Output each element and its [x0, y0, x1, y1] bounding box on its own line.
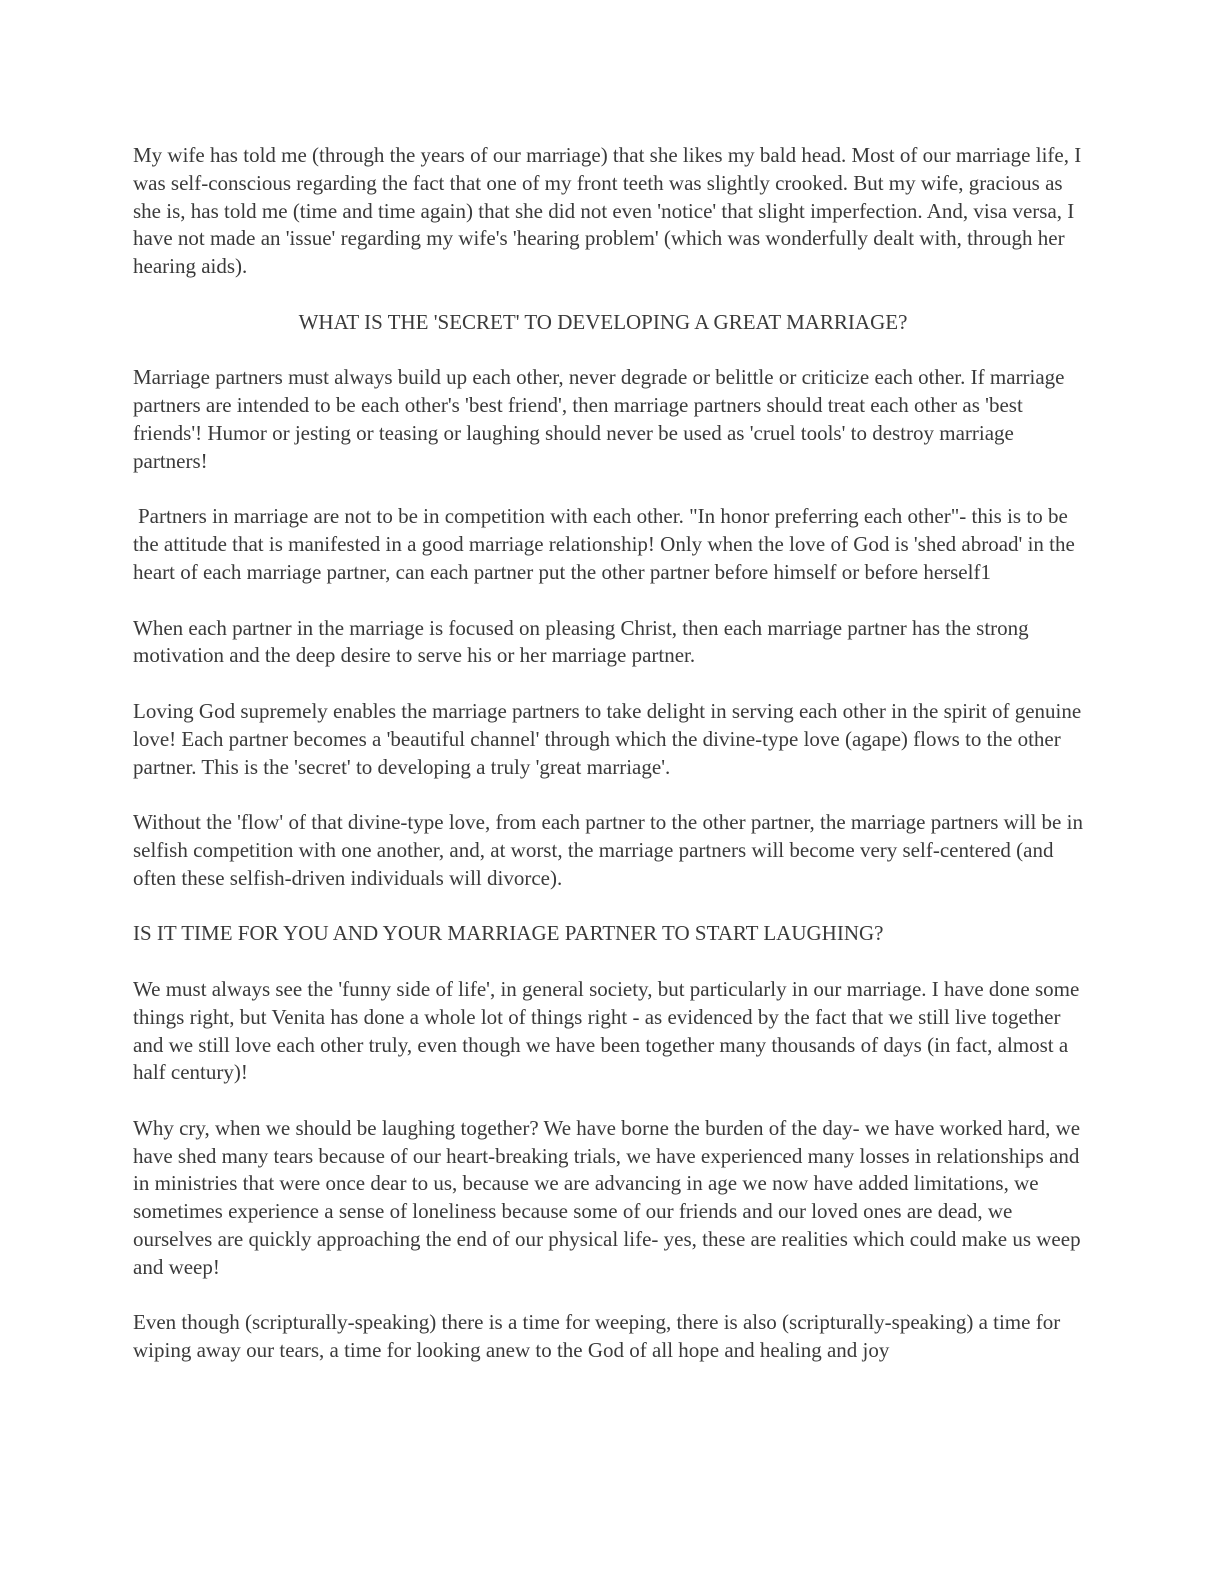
paragraph-pleasing-christ: When each partner in the marriage is focused on pleasing Christ, then each marriage partner has the strong motivation and the deep desire to serve his or her marriage partner.: [133, 615, 1029, 668]
paragraph-build-up: Marriage partners must always build up each other, never degrade or belittle or criticize each other. If marriage partners are intended to be each other's 'best friend', then marriage partners should treat each other as 'best friends'! Humor or jesting or teasing or laughing should never be used as 'cruel tools' to destroy marriage partners!: [133, 365, 1065, 473]
heading-secret-great-marriage: WHAT IS THE 'SECRET' TO DEVELOPING A GREAT MARRIAGE?: [298, 309, 908, 334]
document-page: [133, 142, 1093, 1393]
paragraph-loving-god: Loving God supremely enables the marriage partners to take delight in serving each other in the spirit of genuine love! Each partner becomes a 'beautiful channel' through which the divine-type love (agape) flows to the other partner. This is the 'secret' to developing a truly 'great marriage'.: [133, 698, 1082, 779]
paragraph-competition: Partners in marriage are not to be in competition with each other. "In honor preferring each other"- this is to be the attitude that is manifested in a good marriage relationship! Only when the love of God is 'shed abroad' in the heart of each marriage partner, can each partner put the other partner before himself or before herself1: [133, 504, 1075, 584]
paragraph-time-for-weeping: Even though (scripturally-speaking) there is a time for weeping, there is also (scripturally-speaking) a time for wiping away our tears, a time for looking anew to the God of all hope and healing and joy: [133, 1310, 1061, 1363]
paragraph-why-cry: Why cry, when we should be laughing together? We have borne the burden of the day- we have worked hard, we have shed many tears because of our heart-breaking trials, we have experienced many losses in relationships and in ministries that were once dear to us, because we are advancing in age we now have added limitations, we sometimes experience a sense of loneliness because some of our friends and our loved ones are dead, we ourselves are quickly approaching the end of our physical life- yes, these are realities which could make us weep and weep!: [133, 1115, 1081, 1279]
paragraph-funny-side: We must always see the 'funny side of life', in general society, but particularly in our marriage. I have done some things right, but Venita has done a whole lot of things right - as evidenced by the fact that we still live together and we still love each other truly, even though we have been together many thousands of days (in fact, almost a half century)!: [133, 976, 1080, 1085]
heading-start-laughing: IS IT TIME FOR YOU AND YOUR MARRIAGE PARTNER TO START LAUGHING?: [133, 921, 884, 946]
paragraph-bald-head: My wife has told me (through the years of our marriage) that she likes my bald head. Most of our marriage life, I was self-conscious regarding the fact that one of my front teeth was slightly crooked. But my wife, gracious as she is, has told me (time and time again) that she did not even 'notice' that slight imperfection. And, visa versa, I have not made an 'issue' regarding my wife's 'hearing problem' (which was wonderfully dealt with, through her hearing aids).: [133, 143, 1082, 279]
paragraph-without-flow: Without the 'flow' of that divine-type love, from each partner to the other partner, the marriage partners will be in selfish competition with one another, and, at worst, the marriage partners will become very self-centered (and often these selfish-driven individuals will divorce).: [133, 810, 1083, 890]
